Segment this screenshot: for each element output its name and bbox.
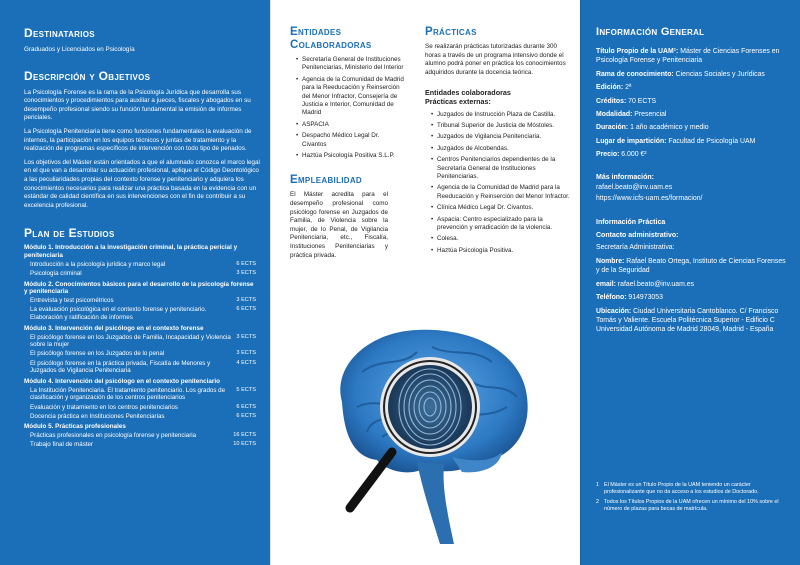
right-panel	[580, 0, 800, 565]
left-panel	[0, 0, 270, 565]
practicas-title: Prácticas	[425, 26, 477, 38]
info-field-value: Ciencias Sociales y Jurídicas	[673, 70, 765, 78]
mas-info-title: Más información:	[596, 173, 654, 181]
list-item: • Agencia de la Comunidad de Madrid para la Reeducación y Reinserción del Menor Infractor, Consejería de Justicia e Interior, Comunidad de Madrid	[296, 76, 405, 118]
practicas-text: Se realizarán prácticas tutorizadas durante 300 horas a través de un programa intensivo donde el alumno podrá poner en práctica los conocimientos adquiridos durante la docencia teórica.	[425, 43, 566, 76]
contact-field-label: Nombre:	[596, 257, 625, 265]
footnotes	[596, 482, 786, 516]
footnote-text: El Máster es un Título Propio de la UAM teniendo un carácter profesionalizante que no da acceso a los estudios de Doctorado.	[604, 482, 759, 495]
info-title: Información General	[596, 26, 705, 38]
contact-field-value: 914973053	[626, 294, 663, 302]
list-item: • Haztúa Psicología Positiva S.L.P.	[296, 152, 405, 160]
info-practica-title: Información Práctica	[596, 219, 666, 227]
info-field-value: 2ª	[623, 84, 632, 92]
plan-item	[24, 387, 256, 402]
empleabilidad-text: El Máster acredita para el desempeño profesional como psicólogo forense en Juzgados de Familia, de Violencia sobre la mujer, de lo Penal, de Vigilancia Penitenciaria, etc., Fiscalía, Instituciones Penitenciarias y práctica privada.	[290, 191, 388, 259]
info-field	[596, 137, 790, 146]
plan-item	[24, 334, 256, 349]
plan-item	[24, 404, 256, 412]
info-field	[596, 110, 790, 119]
info-field-label: Precio:	[596, 151, 620, 159]
plan-item	[24, 261, 256, 269]
plan-item	[24, 360, 256, 375]
entidades-title-line1: Entidades	[290, 26, 342, 38]
descripcion-paragraph: La Psicología Forense es la rama de la Psicología Jurídica que desarrolla sus conocimientos y procedimientos para auxiliar a jueces, fiscales y abogados en su desempeño profesional siendo su función fundamental la emisión de informes periciales.	[24, 88, 251, 122]
info-field-label: Duración:	[596, 124, 629, 132]
plan-item-credits: 3 ECTS	[236, 297, 256, 304]
plan-module-title: Módulo 4. Intervención del psicólogo en el contexto penitenciario	[24, 377, 220, 385]
practicas-ext-title-2: Prácticas externas:	[425, 96, 491, 106]
plan-item-credits: 6 ECTS	[236, 403, 256, 410]
plan-item-name: El psicólogo forense en los Juzgados de lo penal	[30, 350, 165, 358]
footnote-number: 1	[596, 482, 599, 488]
plan-item-credits: 3 ECTS	[236, 350, 256, 357]
contacto-title: Contacto administrativo:	[596, 232, 679, 240]
brain-magnifier-illustration	[322, 312, 532, 562]
contact-field-value: Rafael Beato Ortega, Instituto de Ciencias Forenses y de la Seguridad	[596, 257, 786, 275]
contact-field	[596, 307, 790, 335]
contact-field-label: Ubicación:	[596, 307, 632, 315]
info-field-value: 1 año académico y medio	[628, 124, 709, 132]
descripcion-paragraph: La Psicología Penitenciaria tiene como funciones fundamentales la evaluación de internos, la participación en los equipos técnicos y juntas de tratamiento y la realización de programas específicos de intervención con todo tipo de penados.	[24, 127, 252, 153]
contact-field	[596, 257, 790, 276]
list-item: • ASPACIA	[296, 121, 405, 129]
plan-item-credits: 10 ECTS	[233, 441, 256, 448]
plan-item-name: Introducción a la psicología jurídica y marco legal	[30, 261, 166, 268]
info-field-label: Lugar de impartición:	[596, 137, 667, 145]
plan-item-credits: 3 ECTS	[236, 270, 256, 277]
secretaria-label: Secretaría Administrativa:	[596, 244, 675, 252]
plan-item-credits: 6 ECTS	[236, 412, 256, 419]
plan-item	[24, 297, 256, 305]
info-field-label: Créditos:	[596, 97, 627, 105]
contact-field	[596, 280, 790, 289]
destinatarios-text: Graduados y Licenciados en Psicología	[24, 46, 135, 53]
footnote	[596, 499, 786, 513]
fold-divider	[580, 0, 581, 565]
contact-field-label: email:	[596, 280, 616, 288]
plan-module-title: Módulo 5. Prácticas profesionales	[24, 423, 126, 431]
contact-field-value[interactable]: rafael.beato@inv.uam.es	[615, 280, 695, 288]
contact-email-link[interactable]: rafael.beato@inv.uam.es	[596, 183, 673, 191]
list-item: • Juzgados de Vigilancia Penitenciaria.	[431, 133, 570, 141]
list-item: • Colesa.	[431, 235, 570, 243]
list-item: • Haztúa Psicología Positiva.	[431, 247, 570, 255]
list-item: • Juzgados de Alcobendas.	[431, 145, 570, 153]
entidades-list	[290, 56, 405, 160]
empleabilidad-title: Empleabilidad	[290, 174, 363, 187]
descripcion-title: Descripción y Objetivos	[24, 68, 151, 83]
contact-field-value: Ciudad Universitaria Cantoblanco. C/ Francisco Tomás y Valiente. Escuela Politécnica Superior - Edificio C Universidad Autónoma de Madrid 28049, Madrid - España	[596, 307, 779, 334]
entidades-title-line2: Colaboradoras	[290, 39, 372, 51]
contact-field-label: Teléfono:	[596, 294, 627, 302]
info-field	[596, 123, 790, 132]
plan-item-credits: 6 ECTS	[236, 306, 256, 313]
info-field-label: Modalidad:	[596, 111, 633, 119]
info-field-label: Rama de conocimiento:	[596, 70, 674, 78]
info-field-value: 70 ECTS	[626, 97, 657, 105]
list-item: • Agencia de la Comunidad de Madrid para la Reeducación y Reinserción del Menor Infractor.	[431, 184, 570, 201]
entidades-section	[290, 26, 405, 260]
list-item: • Tribunal Superior de Justicia de Móstoles.	[431, 122, 570, 130]
info-field	[596, 70, 790, 79]
entidades-title	[290, 26, 405, 52]
plan-item-credits: 16 ECTS	[233, 432, 256, 439]
plan-item	[24, 432, 256, 440]
destinatarios-title: Destinatarios	[24, 26, 95, 40]
plan-item-credits: 5 ECTS	[236, 386, 256, 393]
footnote-text: Todos los Títulos Propios de la UAM ofrecen un mínimo del 10% sobre el número de plazas para becas de matrícula.	[604, 499, 779, 512]
plan-item-name: Prácticas profesionales en psicología forense y penitenciaria	[30, 432, 197, 440]
practicas-ext-title-1: Entidades colaboradoras	[425, 88, 511, 98]
list-item: • Secretaría General de Instituciones Penitenciarias, Ministerio del Interior	[296, 56, 405, 73]
plan-module-title: Módulo 2. Conocimientos básicos para el desarrollo de la psicología forense y penitenciaria	[24, 280, 254, 296]
info-field-value: Máster de Ciencias Forenses en Psicología Forense y Penitenciaria	[596, 48, 780, 65]
practicas-section	[425, 26, 570, 258]
plan-item-name: Trabajo final de máster	[30, 441, 94, 449]
practicas-list	[425, 111, 570, 256]
list-item: • Clínica Médico Legal Dr. Civantos.	[431, 204, 570, 212]
plan-item-name: Entrevista y test psicométricos	[30, 297, 114, 305]
contact-field	[596, 293, 790, 302]
plan-item	[24, 441, 256, 449]
list-item: • Despacho Médico Legal Dr. Civantos	[296, 132, 405, 149]
plan-module-title: Módulo 3. Intervención del psicólogo en el contexto forense	[24, 324, 204, 332]
plan-item-name: Psicología criminal	[30, 270, 82, 278]
plan-item-name: Evaluación y tratamiento en los centros penitenciarios	[30, 403, 178, 411]
plan-module-title: Módulo 1. Introducción a la investigación criminal, la práctica pericial y penitenciaria	[24, 244, 238, 259]
list-item: • Aspacia: Centro especializado para la prevención y erradicación de la violencia.	[431, 216, 570, 233]
plan-item-credits: 4 ECTS	[236, 359, 256, 366]
descripcion-paragraph: Los objetivos del Máster están orientados a que el alumnado conozca el marco legal en el que van a desarrollar su actuación profesional, aplique el Código Deontológico a las peculiaridades propias del contexto forense y penitenciario y adquiera los conocimientos necesarios para realizar una práctica basada en la evidencia con un estándar de calidad científica en sus intervenciones con el fin de contribuir a su excelencia profesional.	[24, 158, 260, 209]
info-field	[596, 150, 790, 159]
website-link[interactable]: https://www.icfs-uam.es/formacion/	[596, 195, 703, 203]
info-field-value: 6.000 €²	[619, 151, 647, 159]
plan-title: Plan de Estudios	[24, 226, 115, 241]
plan-item-credits: 3 ECTS	[236, 333, 256, 340]
fold-divider	[270, 0, 271, 565]
middle-panel	[270, 0, 580, 565]
plan-list	[24, 244, 256, 449]
plan-item	[24, 350, 256, 358]
practicas-ext-title	[425, 89, 570, 106]
info-field-label: Edición:	[596, 84, 624, 92]
plan-item-name: La evaluación psicológica en el contexto forense y penitenciario. Elaboración y ratificación de informes	[30, 306, 207, 322]
info-field	[596, 47, 790, 66]
info-field	[596, 97, 790, 106]
info-field-value: Facultad de Psicología UAM	[666, 137, 756, 145]
footnote-number: 2	[596, 499, 599, 505]
info-field-label: Título Propio de la UAM¹:	[596, 48, 679, 55]
plan-item-credits: 6 ECTS	[236, 261, 256, 267]
plan-item-name: Docencia práctica en Instituciones Penitenciarias	[30, 412, 165, 420]
plan-item-name: El psicólogo forense en la práctica privada, Fiscalía de Menores y Juzgados de Vigilancia Penitenciaria	[30, 359, 211, 375]
plan-item-name: El psicólogo forense en los Juzgados de Familia, Incapacidad y Violencia sobre la mujer	[30, 333, 231, 349]
plan-item	[24, 413, 256, 421]
list-item: • Centros Penitenciarios dependientes de la Secretaría General de Instituciones Penitenciarias.	[431, 156, 570, 181]
info-field	[596, 83, 790, 92]
info-field-value: Presencial	[632, 111, 667, 119]
plan-item	[24, 306, 256, 321]
plan-item	[24, 270, 256, 278]
list-item: • Juzgados de Instrucción Plaza de Castilla.	[431, 111, 570, 119]
descripcion-body	[24, 89, 260, 211]
footnote	[596, 482, 786, 496]
plan-item-name: La Institución Penitenciaria. El tratamiento penitenciario. Los grados de clasificación y organización de los centros penitenciarios	[30, 386, 226, 402]
